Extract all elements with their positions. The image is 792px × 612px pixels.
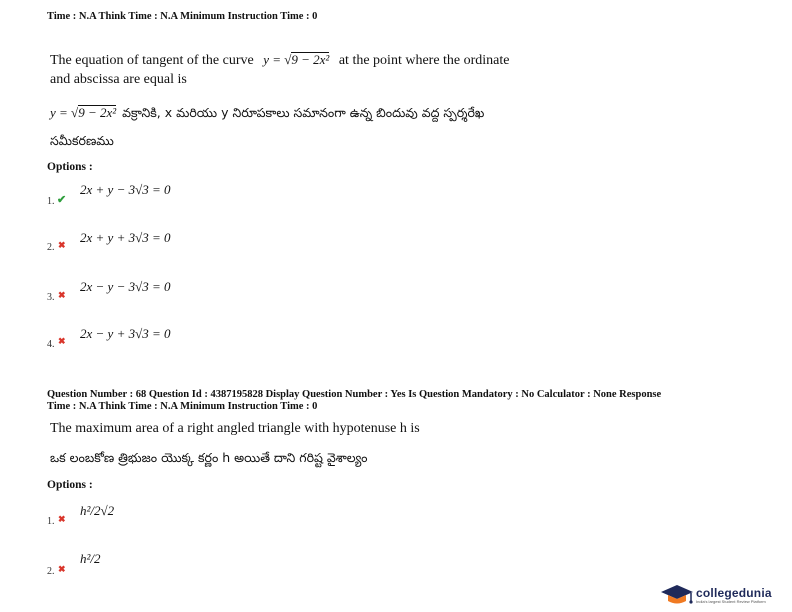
options-label: Options : (47, 161, 93, 173)
curve-equation: y = √9 − 2x² (263, 52, 330, 67)
question-text-te-line2: సమీకరణము (50, 133, 114, 148)
question-text-suffix: at the point where the ordinate (338, 53, 510, 68)
question-text-te: ఒక లంబకోణ త్రిభుజం యొక్క కర్ణం h అయితే దాని గరిష్ట వైశాల్యం (50, 450, 368, 465)
option-text[interactable]: h²/2√2 (80, 503, 115, 518)
question-text-te-line1 (50, 104, 484, 124)
option-number: 3. (47, 292, 55, 303)
option-text[interactable]: 2x + y − 3√3 = 0 (80, 182, 171, 197)
option-number: 1. (47, 516, 55, 527)
option-text[interactable]: 2x + y + 3√3 = 0 (80, 230, 171, 245)
question-text-en-line2: and abscissa are equal is (50, 72, 187, 87)
cross-icon: ✖ (58, 514, 66, 524)
question-meta-line: Time : N.A Think Time : N.A Minimum Instruction Time : 0 (47, 11, 318, 22)
question-text-prefix: The equation of tangent of the curve (50, 53, 254, 68)
question-header-line: Question Number : 68 Question Id : 4387195828 Display Question Number : Yes Is Question Mandatory : No Calculator : None Response (47, 389, 662, 400)
question-meta-line: Time : N.A Think Time : N.A Minimum Instruction Time : 0 (47, 401, 318, 412)
question-text-en: The maximum area of a right angled triangle with hypotenuse h is (50, 421, 420, 436)
question-text-en-line1 (50, 52, 510, 69)
option-text[interactable]: h²/2 (80, 551, 101, 566)
options-label: Options : (47, 479, 93, 491)
option-number: 4. (47, 339, 55, 350)
collegedunia-logo (660, 582, 788, 608)
option-number: 1. (47, 196, 55, 207)
option-number: 2. (47, 242, 55, 253)
cross-icon: ✖ (58, 240, 66, 250)
curve-equation-te: y = √9 − 2x² (50, 105, 117, 120)
brand-name: collegedunia (696, 586, 772, 600)
brand-tagline: India's largest Student Review Platform (696, 599, 766, 604)
telugu-text: వక్రానికి, x మరియు y నిరూపకాలు సమానంగా ఉన్న బిందువు వద్ద స్పర్శరేఖ (122, 105, 485, 120)
cross-icon: ✖ (58, 290, 66, 300)
cross-icon: ✖ (58, 564, 66, 574)
check-icon: ✔ (57, 194, 67, 206)
option-text[interactable]: 2x − y − 3√3 = 0 (80, 279, 171, 294)
option-number: 2. (47, 566, 55, 577)
option-text[interactable]: 2x − y + 3√3 = 0 (80, 326, 171, 341)
graduation-cap-icon (660, 583, 694, 607)
cross-icon: ✖ (58, 336, 66, 346)
